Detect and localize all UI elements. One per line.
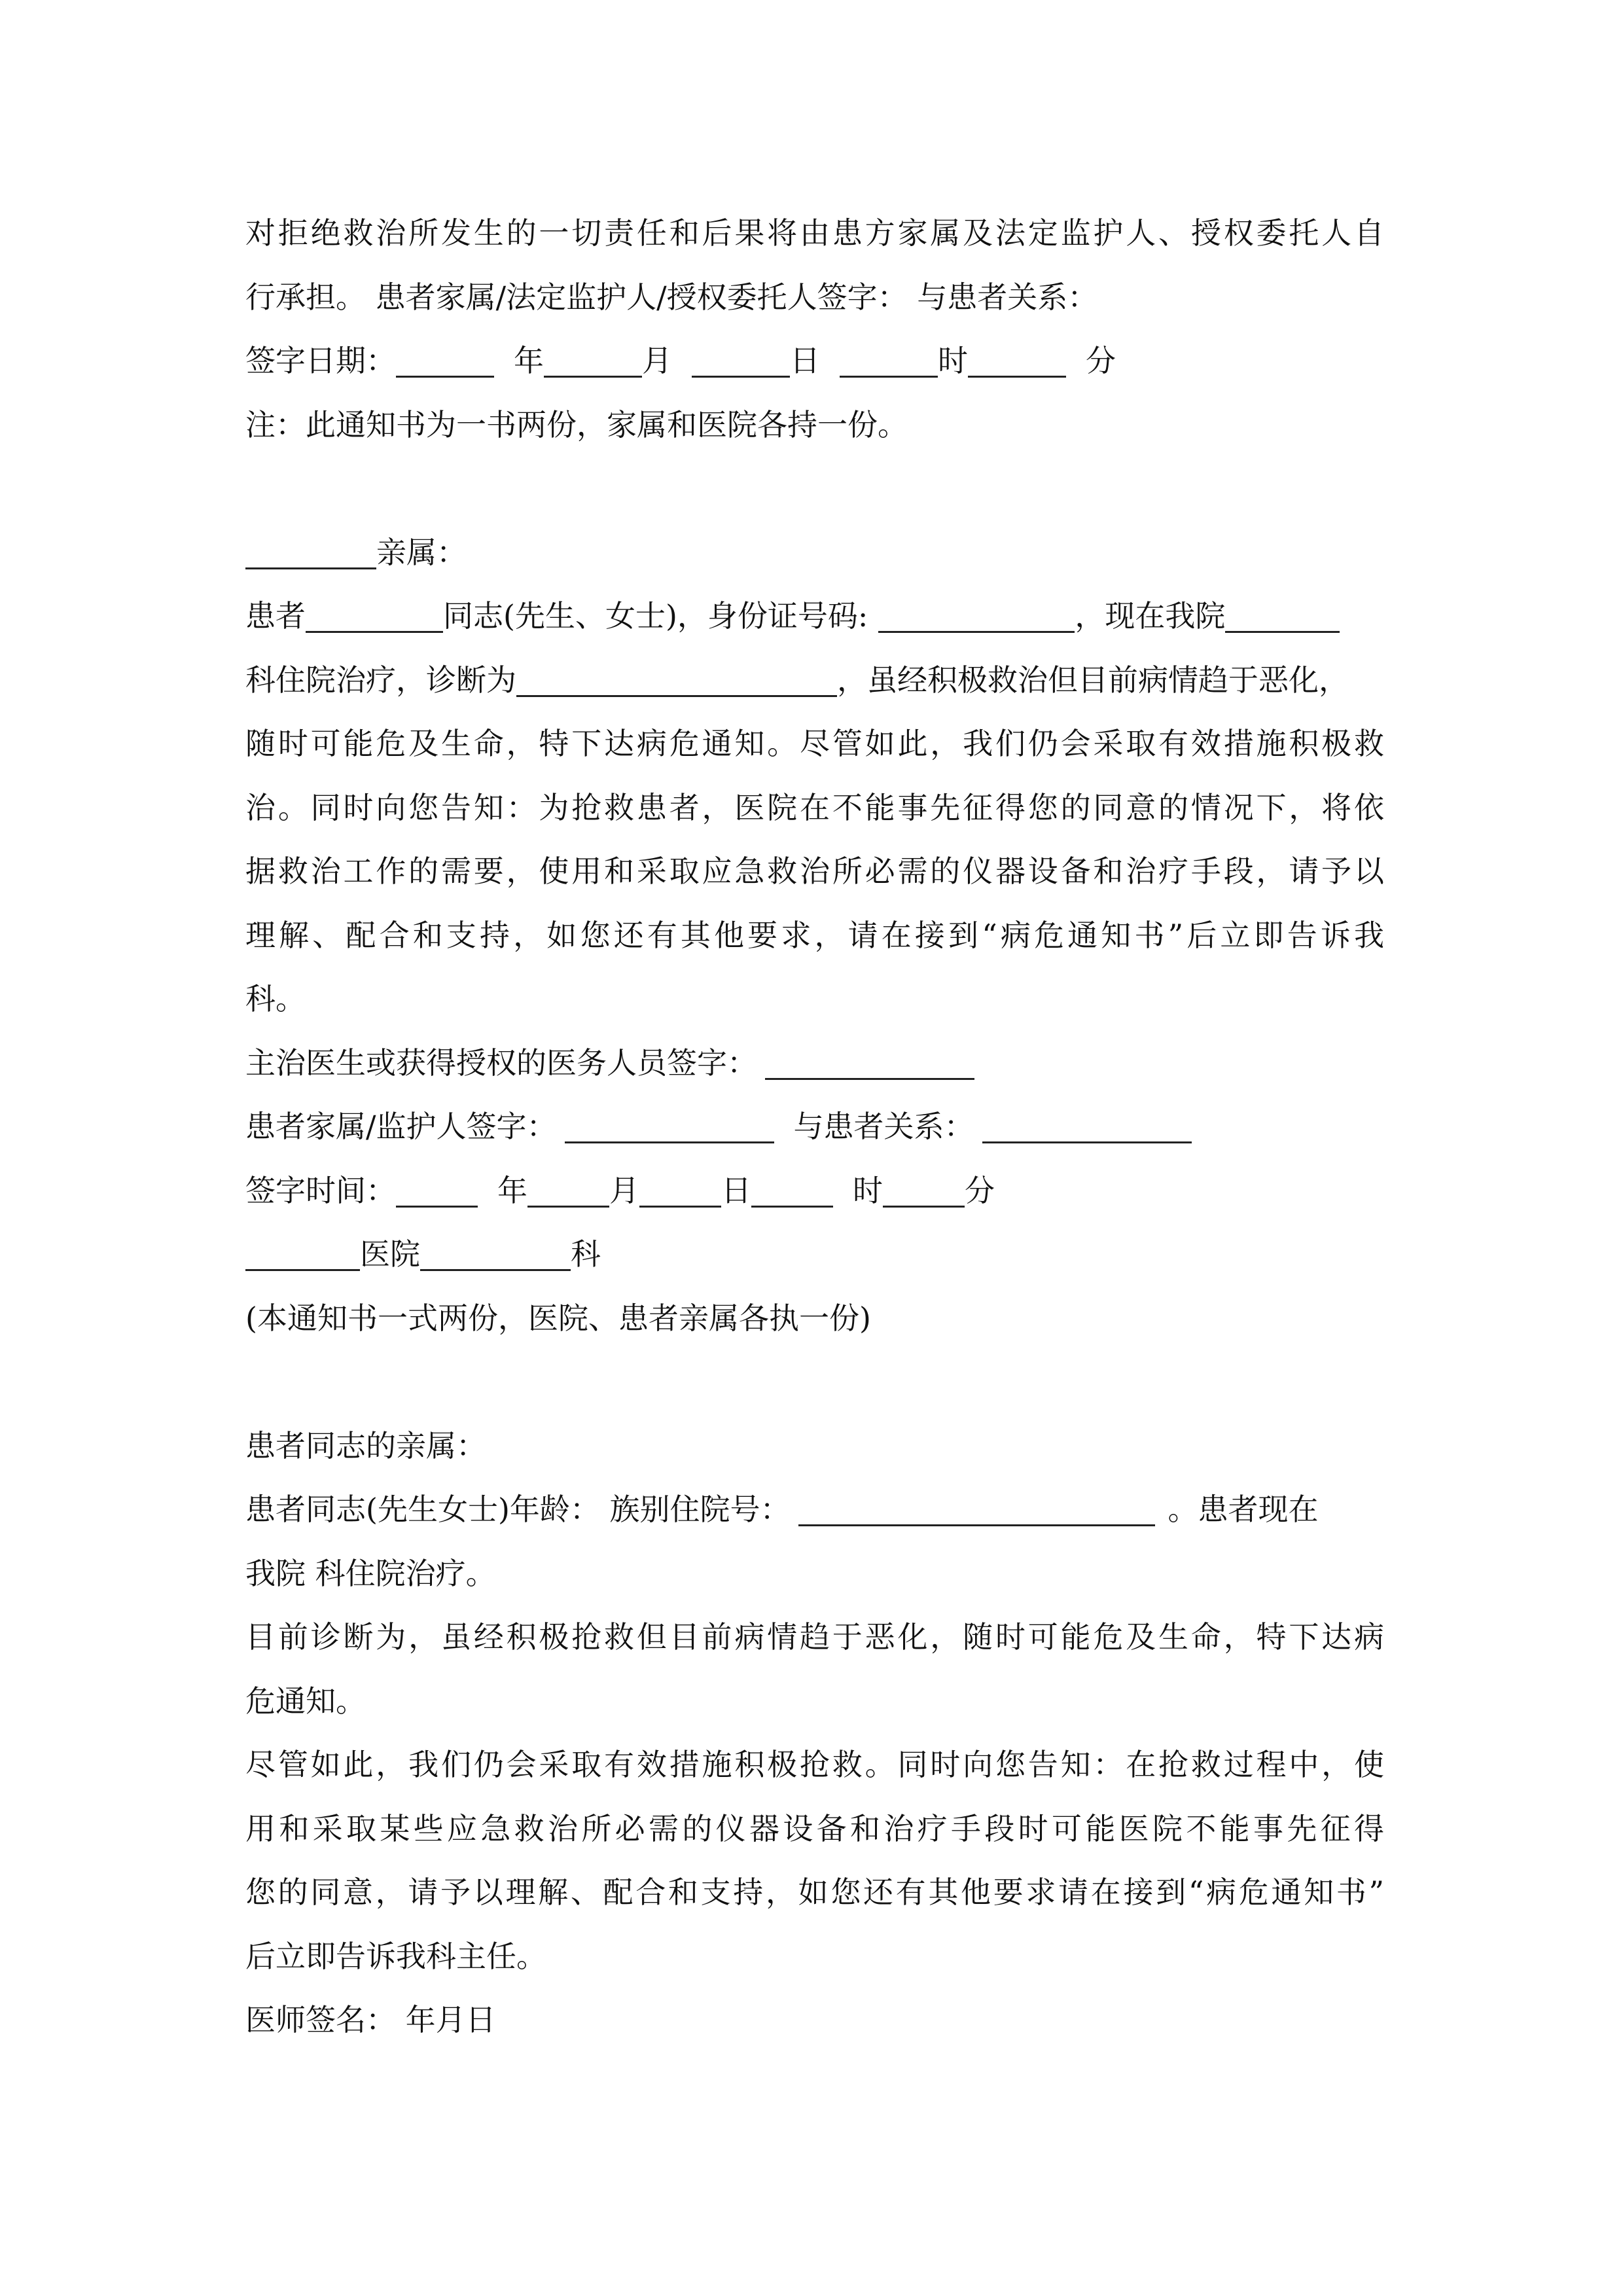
minute-blank[interactable] <box>883 1172 965 1208</box>
day-label: 日 <box>790 343 820 378</box>
hour-blank[interactable] <box>751 1172 833 1208</box>
minute-label: 分 <box>965 1172 995 1208</box>
body-line: 科。 <box>245 981 306 1016</box>
doctor-sign-label: 主治医生或获得授权的医务人员签字： <box>245 1045 757 1081</box>
hospital-department-line <box>245 1223 1384 1287</box>
doctor-signature-line-2: 医师签名： 年月日 <box>245 2002 496 2037</box>
hour-label: 时 <box>853 1172 883 1208</box>
copies-note-2: (本通知书一式两份，医院、患者亲属各执一份) <box>245 1300 871 1336</box>
relation-label: 与患者关系： <box>793 1109 974 1144</box>
family-signature-blank[interactable] <box>565 1107 774 1143</box>
month-blank[interactable] <box>527 1172 609 1208</box>
day-blank[interactable] <box>692 342 790 378</box>
body-line: 据救治工作的需要，使用和采取应急救治所必需的仪器设备和治疗手段，请予以 <box>245 853 1384 889</box>
body-line: 治。同时向您告知：为抢救患者，医院在不能事先征得您的同意的情况下，将依 <box>245 789 1384 825</box>
copies-note: 注：此通知书为一书两份，家属和医院各持一份。 <box>245 406 908 442</box>
admission-number-blank[interactable] <box>798 1490 1155 1526</box>
relatives-greeting <box>245 521 1384 585</box>
relation-blank[interactable] <box>982 1107 1192 1143</box>
hour-label: 时 <box>938 343 968 378</box>
day-blank[interactable] <box>639 1172 721 1208</box>
month-label: 月 <box>642 343 672 378</box>
day-label: 日 <box>721 1172 751 1208</box>
diagnosis-line <box>245 649 1384 713</box>
year-label: 年 <box>514 343 544 378</box>
month-blank[interactable] <box>544 342 642 378</box>
spacer <box>245 457 1384 521</box>
family-signature-line-2 <box>245 1095 1384 1159</box>
signature-time-line <box>245 1159 1384 1223</box>
body-line: 随时可能危及生命，特下达病危通知。尽管如此，我们仍会采取有效措施积极救 <box>245 726 1384 761</box>
dept-label: 科 <box>571 1236 601 1272</box>
notice-document <box>245 202 1384 2053</box>
patient-admission-line <box>245 1478 1384 1542</box>
body-line: 您的同意，请予以理解、配合和支持，如您还有其他要求请在接到“病危通知书” <box>245 1874 1384 1910</box>
patient-prefix: 患者 <box>245 598 306 634</box>
body-line: 后立即告诉我科主任。 <box>245 1938 546 1974</box>
id-number-blank[interactable] <box>878 597 1075 633</box>
hospital-label: 医院 <box>360 1236 420 1272</box>
date-label: 签字日期： <box>245 343 396 378</box>
signature-date-line <box>245 329 1384 393</box>
dept-prefix: 科住院治疗，诊断为 <box>245 662 516 698</box>
minute-label: 分 <box>1086 343 1116 378</box>
patient-name-blank[interactable] <box>306 597 443 633</box>
doctor-signature-blank[interactable] <box>765 1044 974 1080</box>
year-blank[interactable] <box>396 1172 478 1208</box>
hospital-line: 我院 科住院治疗。 <box>245 1555 496 1591</box>
family-sign-label: 患者家属/监护人签字： <box>245 1109 557 1144</box>
diagnosis-blank[interactable] <box>516 661 837 697</box>
time-label: 签字时间： <box>245 1172 396 1208</box>
body-line: 用和采取某些应急救治所必需的仪器设备和治疗手段时可能医院不能事先征得 <box>245 1810 1384 1846</box>
info-tail: 。患者现在 <box>1168 1492 1319 1527</box>
year-label: 年 <box>497 1172 527 1208</box>
minute-blank[interactable] <box>968 342 1066 378</box>
relatives-greeting-2: 患者同志的亲属： <box>245 1427 486 1463</box>
month-label: 月 <box>609 1172 639 1208</box>
hour-blank[interactable] <box>840 342 938 378</box>
dept-tail: ，虽经积极救治但目前病情趋于恶化， <box>837 662 1349 698</box>
year-blank[interactable] <box>396 342 494 378</box>
patient-mid: 同志(先生、女士)，身份证号码: <box>443 598 868 634</box>
doctor-signature-line <box>245 1031 1384 1096</box>
family-signature-line: 行承担。 患者家属/法定监护人/授权委托人签字： 与患者关系： <box>245 279 1098 315</box>
body-line: 尽管如此，我们仍会采取有效措施积极抢救。同时向您告知：在抢救过程中，使 <box>245 1747 1384 1782</box>
patient-info-line <box>245 584 1384 649</box>
body-line: 理解、配合和支持，如您还有其他要求，请在接到“病危通知书”后立即告诉我 <box>245 917 1384 953</box>
relatives-blank[interactable] <box>245 533 376 569</box>
diagnosis-line-2: 目前诊断为，虽经积极抢救但目前病情趋于恶化，随时可能危及生命，特下达病 <box>245 1619 1384 1655</box>
diagnosis-line-3: 危通知。 <box>245 1683 366 1719</box>
refusal-responsibility-line: 对拒绝救治所发生的一切责任和后果将由患方家属及法定监护人、授权委托人自 <box>245 215 1384 251</box>
info-prefix: 患者同志(先生女士)年龄： 族别住院号： <box>245 1492 791 1527</box>
department-name-blank[interactable] <box>420 1235 571 1271</box>
spacer <box>245 1350 1384 1414</box>
department-blank[interactable] <box>1225 597 1340 633</box>
patient-tail: ，现在我院 <box>1075 598 1226 634</box>
hospital-name-blank[interactable] <box>245 1235 360 1271</box>
relatives-label: 亲属： <box>376 534 467 570</box>
